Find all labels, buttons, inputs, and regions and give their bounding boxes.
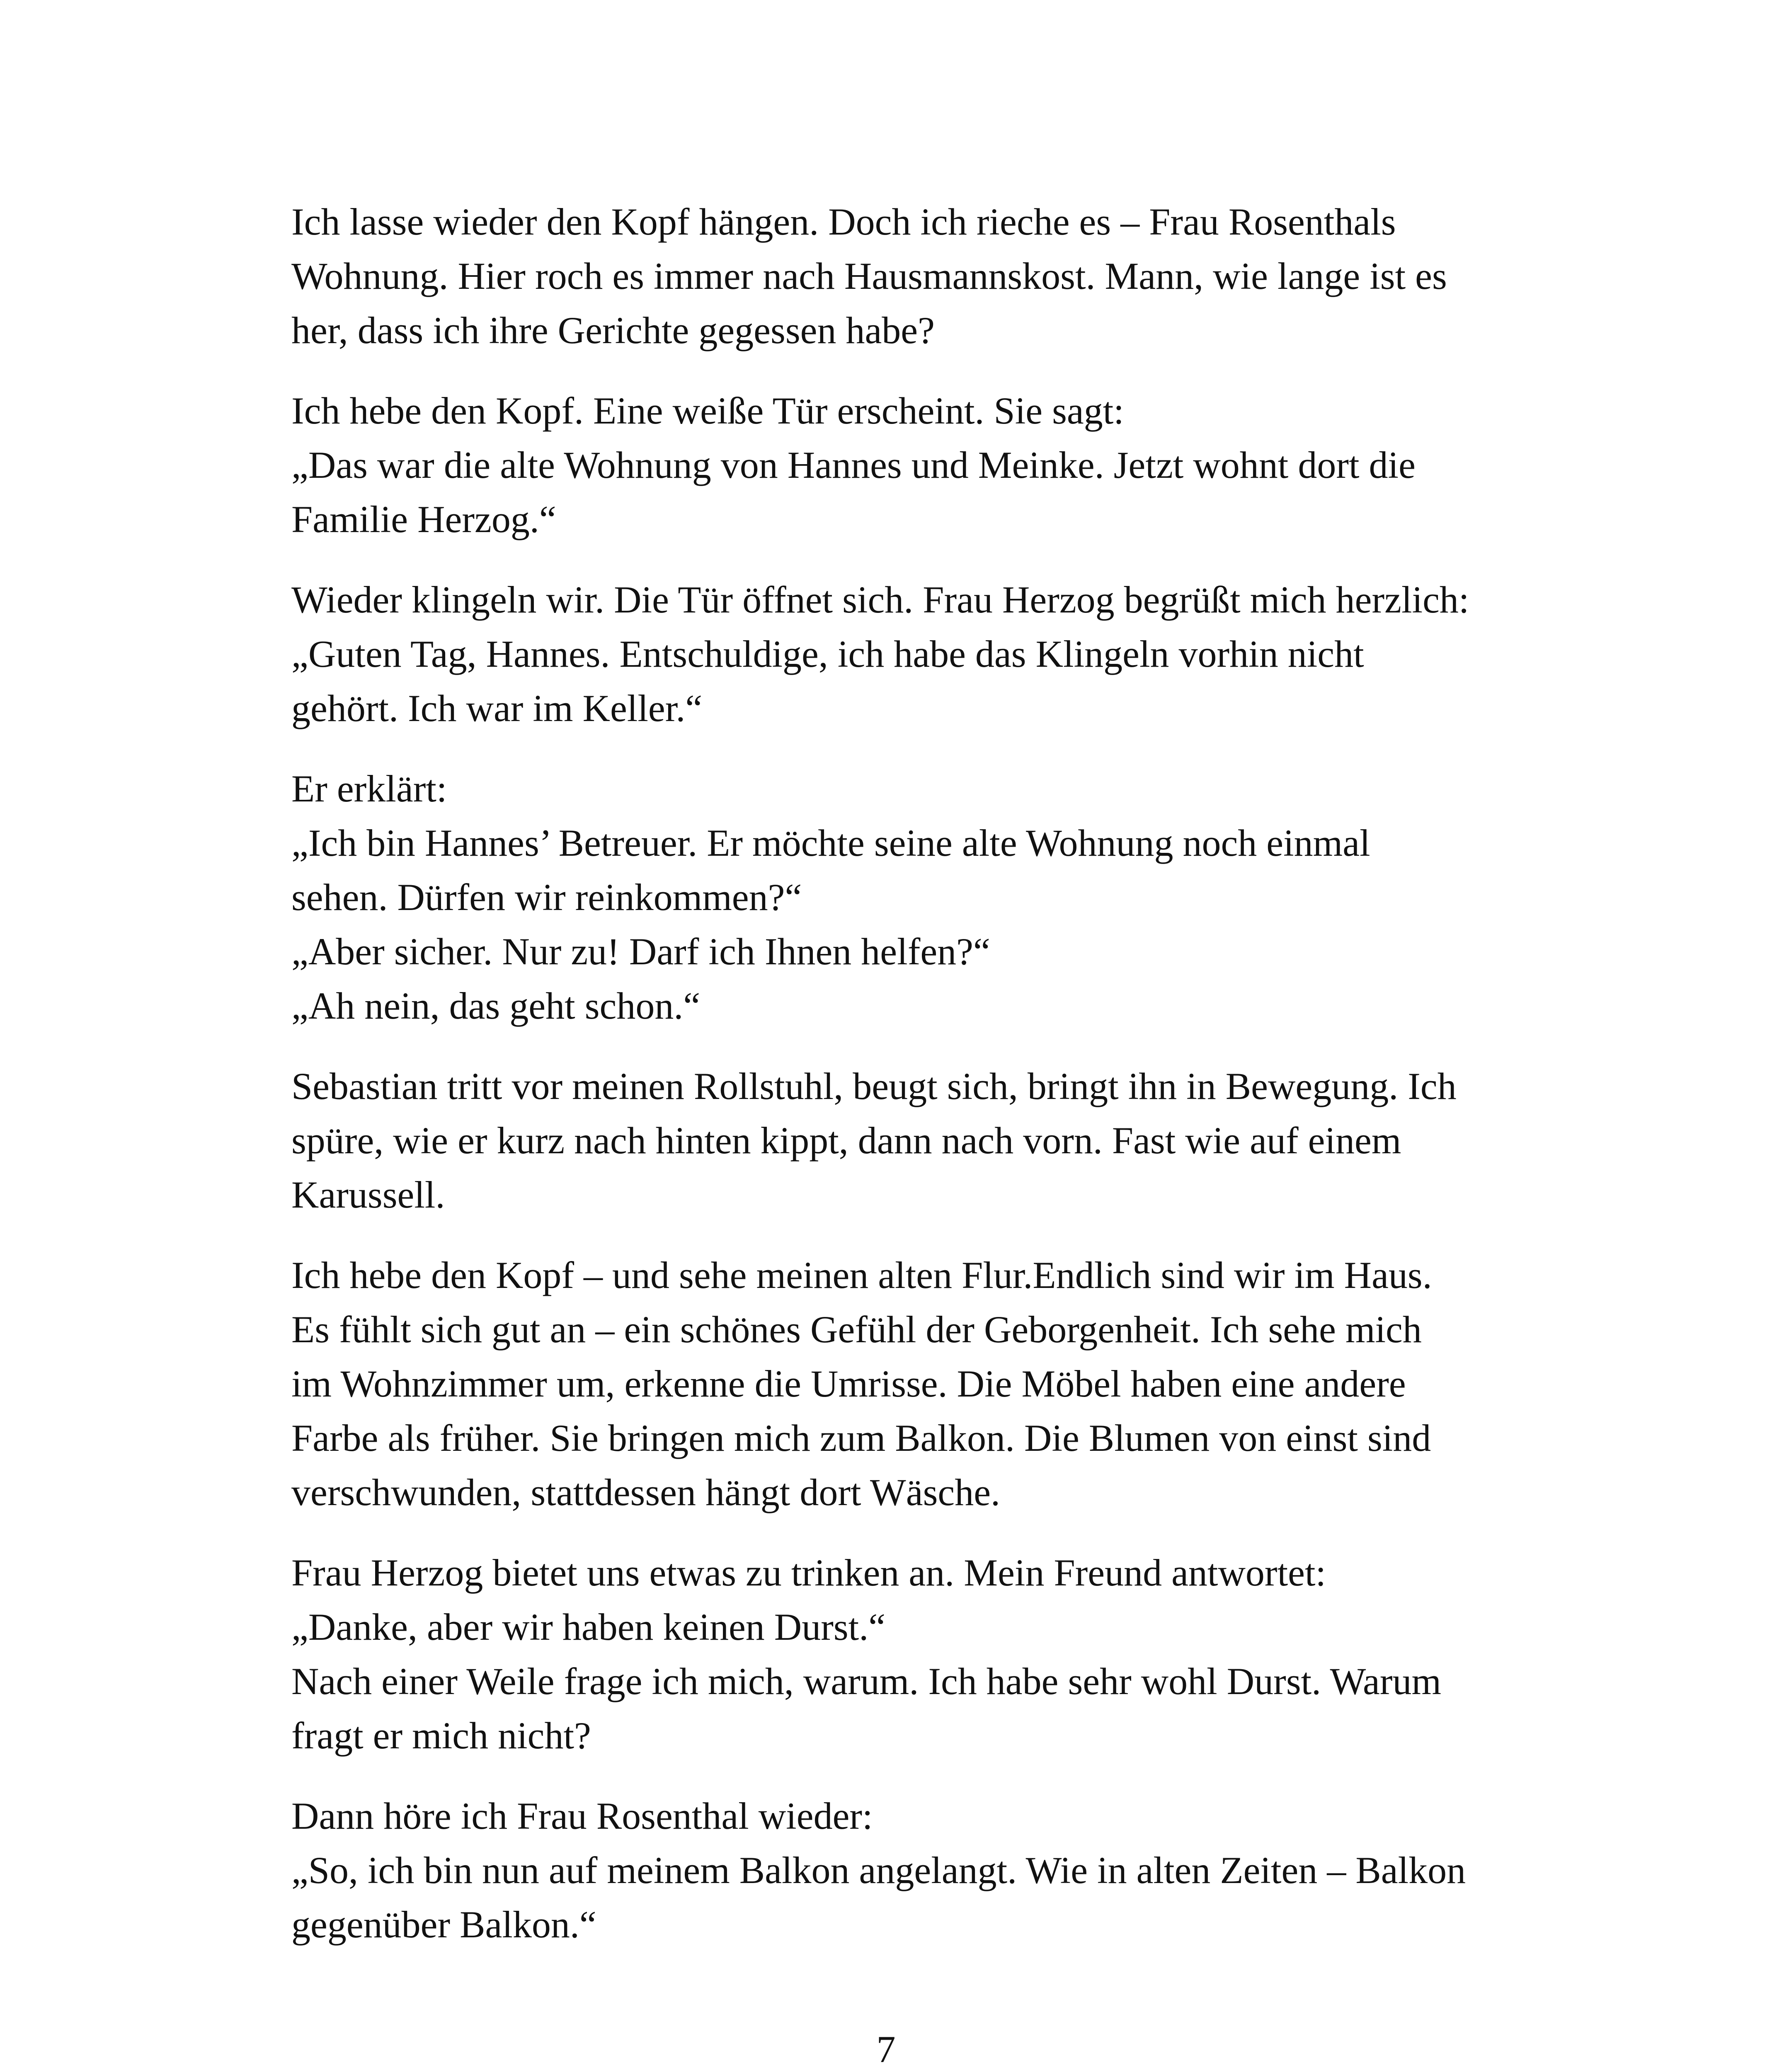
page-number: 7 — [876, 2028, 896, 2070]
text-line: gehört. Ich war im Keller.“ — [291, 687, 703, 729]
text-line: „Ich bin Hannes’ Betreuer. Er möchte seine alte Wohnung noch einmal — [291, 822, 1370, 864]
text-line: „Guten Tag, Hannes. Entschuldige, ich habe das Klingeln vorhin nicht — [291, 633, 1364, 675]
text-line: Ich hebe den Kopf – und sehe meinen alten Flur.Endlich sind wir im Haus. — [291, 1254, 1432, 1296]
paragraph — [291, 573, 1576, 736]
paragraph — [291, 1248, 1576, 1520]
paragraph — [291, 1789, 1576, 1952]
text-line: Dann höre ich Frau Rosenthal wieder: — [291, 1795, 873, 1837]
text-line: „Ah nein, das geht schon.“ — [291, 985, 701, 1027]
text-line: „So, ich bin nun auf meinem Balkon angelangt. Wie in alten Zeiten – Balkon — [291, 1849, 1466, 1891]
text-line: im Wohnzimmer um, erkenne die Umrisse. Die Möbel haben eine andere — [291, 1363, 1406, 1405]
paragraph — [291, 195, 1576, 358]
paragraph — [291, 384, 1576, 547]
text-line: Es fühlt sich gut an – ein schönes Gefühl der Geborgenheit. Ich sehe mich — [291, 1308, 1422, 1351]
text-line: Nach einer Weile frage ich mich, warum. Ich habe sehr wohl Durst. Warum — [291, 1660, 1442, 1702]
text-line: Wohnung. Hier roch es immer nach Hausmannskost. Mann, wie lange ist es — [291, 255, 1447, 297]
text-line: her, dass ich ihre Gerichte gegessen habe? — [291, 309, 935, 351]
paragraph — [291, 1059, 1576, 1222]
text-line: „Aber sicher. Nur zu! Darf ich Ihnen helfen?“ — [291, 930, 990, 973]
text-line: Farbe als früher. Sie bringen mich zum Balkon. Die Blumen von einst sind — [291, 1417, 1431, 1459]
text-line: verschwunden, stattdessen hängt dort Wäsche. — [291, 1471, 1001, 1513]
text-line: „Danke, aber wir haben keinen Durst.“ — [291, 1606, 886, 1648]
text-line: Ich hebe den Kopf. Eine weiße Tür erscheint. Sie sagt: — [291, 390, 1124, 432]
text-line: Familie Herzog.“ — [291, 498, 556, 540]
text-line: Er erklärt: — [291, 767, 447, 810]
text-line: „Das war die alte Wohnung von Hannes und Meinke. Jetzt wohnt dort die — [291, 444, 1416, 486]
text-line: Karussell. — [291, 1174, 445, 1216]
text-line: sehen. Dürfen wir reinkommen?“ — [291, 876, 802, 918]
text-line: Ich lasse wieder den Kopf hängen. Doch ich rieche es – Frau Rosenthals — [291, 201, 1396, 243]
text-line: Sebastian tritt vor meinen Rollstuhl, beugt sich, bringt ihn in Bewegung. Ich — [291, 1065, 1457, 1107]
page-body — [291, 195, 1576, 1978]
text-line: Frau Herzog bietet uns etwas zu trinken an. Mein Freund antwortet: — [291, 1552, 1326, 1594]
paragraph — [291, 1546, 1576, 1763]
paragraph — [291, 762, 1576, 1033]
text-line: gegenüber Balkon.“ — [291, 1903, 596, 1946]
text-line: Wieder klingeln wir. Die Tür öffnet sich. Frau Herzog begrüßt mich herzlich: — [291, 579, 1469, 621]
text-line: spüre, wie er kurz nach hinten kippt, dann nach vorn. Fast wie auf einem — [291, 1119, 1401, 1162]
text-line: fragt er mich nicht? — [291, 1714, 591, 1757]
